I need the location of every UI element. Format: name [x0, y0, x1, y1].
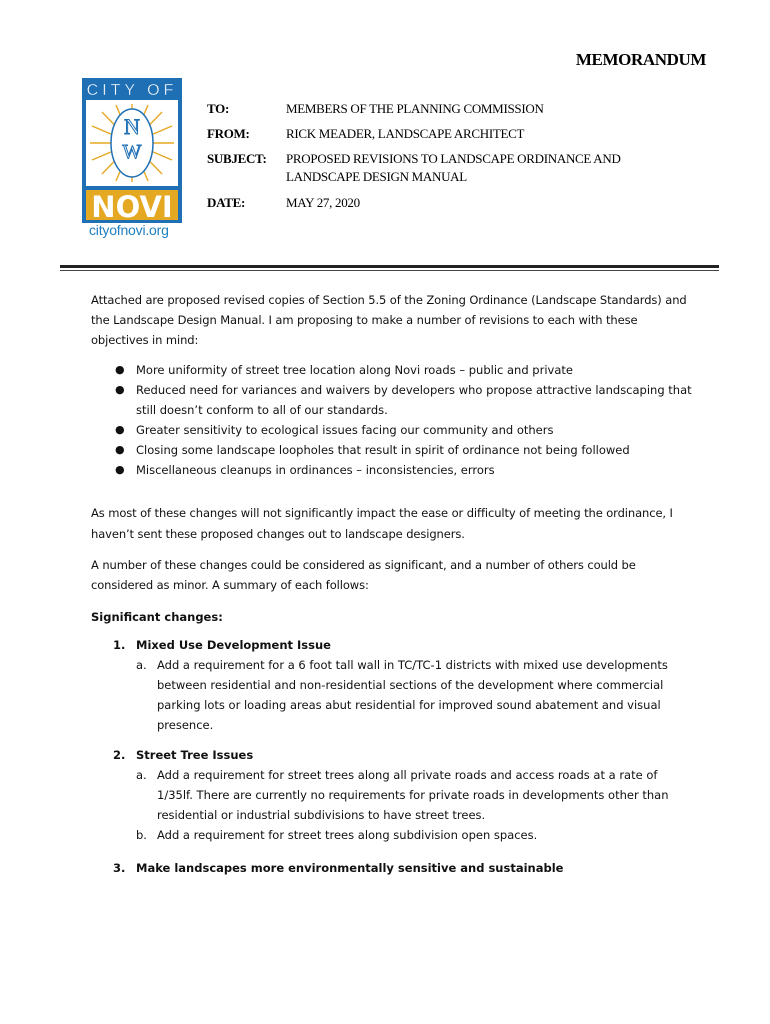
objectives-list	[115, 360, 695, 480]
bullet-icon: ●	[115, 423, 125, 436]
list-item: ● Miscellaneous cleanups in ordinances – inconsistencies, errors	[115, 460, 695, 480]
memo-title: MEMORANDUM	[575, 50, 706, 69]
list-item: ● Closing some landscape loopholes that result in spirit of ordinance not being followed	[115, 440, 695, 460]
to-label: TO:	[207, 101, 229, 116]
significant-changes-heading: Significant changes:	[91, 610, 223, 624]
sub-item-1a: a. Add a requirement for a 6 foot tall wall in TC/TC-1 districts with mixed use developments between residential and non-residential sections of the development where commercial parking lots or loading areas abut residential for improved sound abatement and visual presence.	[136, 658, 668, 732]
from-label: FROM:	[207, 126, 250, 141]
bullet-icon: ●	[115, 443, 125, 456]
date-value: MAY 27, 2020	[286, 195, 360, 210]
subject-value-line1: PROPOSED REVISIONS TO LANDSCAPE ORDINANCE AND	[286, 151, 621, 166]
summary-paragraph: A number of these changes could be considered as significant, and a number of others could be considered as minor. A summary of each follows:	[91, 558, 636, 592]
subject-value-line2: LANDSCAPE DESIGN MANUAL	[286, 169, 467, 184]
svg-text:N: N	[124, 114, 140, 139]
list-item: ● More uniformity of street tree location along Novi roads – public and private	[115, 360, 695, 380]
list-item: ● Reduced need for variances and waivers by developers who propose attractive landscaping that still doesn’t conform to all of our standards.	[115, 380, 695, 420]
logo-top-text: CITY OF	[86, 82, 178, 99]
sub-item-2a: a. Add a requirement for street trees along all private roads and access roads at a rate of 1/35lf. There are currently no requirements for private roads in developments other than residential or industrial subdivisions to have street trees.	[136, 768, 669, 822]
bullet-icon: ●	[115, 463, 125, 476]
bullet-icon: ●	[115, 383, 125, 396]
numbered-item-1: 1. Mixed Use Development Issue	[113, 638, 331, 652]
numbered-item-3: 3. Make landscapes more environmentally sensitive and sustainable	[113, 861, 564, 875]
date-label: DATE:	[207, 195, 245, 210]
logo-name: NOVI	[91, 190, 173, 223]
numbered-item-2: 2. Street Tree Issues	[113, 748, 254, 762]
to-value: MEMBERS OF THE PLANNING COMMISSION	[286, 101, 544, 116]
subject-label: SUBJECT:	[207, 151, 267, 166]
bullet-icon: ●	[115, 363, 125, 376]
svg-text:W: W	[122, 141, 142, 163]
header-divider-thin	[60, 270, 719, 271]
city-logo	[82, 78, 182, 240]
sub-item-2b: b. Add a requirement for street trees along subdivision open spaces.	[136, 828, 538, 842]
from-value: RICK MEADER, LANDSCAPE ARCHITECT	[286, 126, 525, 141]
list-item: ● Greater sensitivity to ecological issues facing our community and others	[115, 420, 695, 440]
logo-url: cityofnovi.org	[89, 222, 169, 238]
header-divider-thick	[60, 265, 719, 268]
intro-paragraph: Attached are proposed revised copies of Section 5.5 of the Zoning Ordinance (Landscape Standards) and the Landscape Design Manual. I am proposing to make a number of revisions to each with these objectives in mind:	[91, 293, 687, 347]
changes-paragraph: As most of these changes will not significantly impact the ease or difficulty of meeting the ordinance, I haven’t sent these proposed changes out to landscape designers.	[91, 506, 673, 541]
city-seal-graphic	[82, 78, 182, 223]
